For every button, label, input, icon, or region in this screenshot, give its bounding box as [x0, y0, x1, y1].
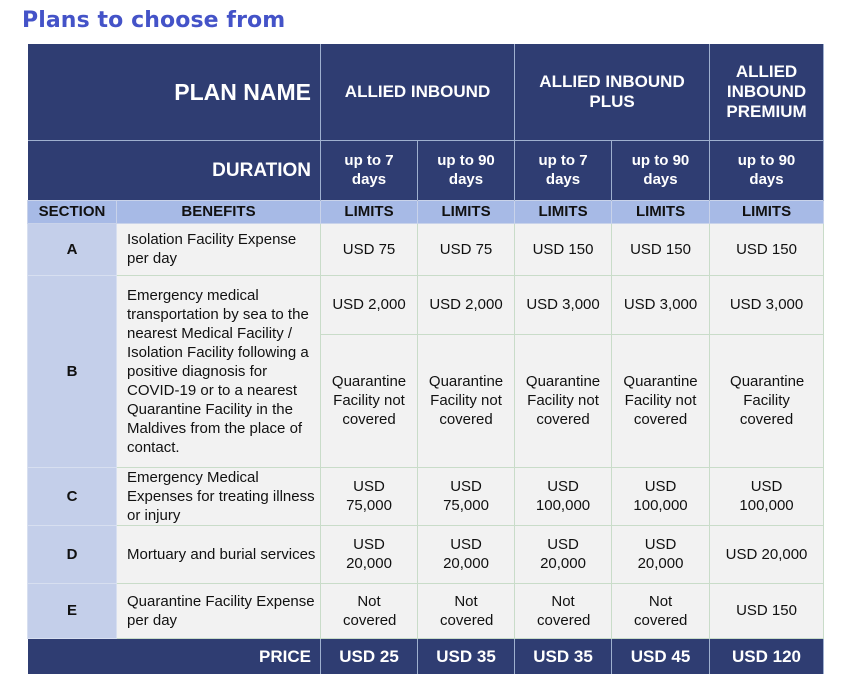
plan-allied-inbound: ALLIED INBOUND: [321, 44, 515, 140]
price-cell: USD 35: [418, 638, 515, 674]
plans-table: [27, 44, 824, 674]
limit-cell: Not covered: [321, 583, 418, 638]
limit-cell: Not covered: [515, 583, 612, 638]
limit-cell: USD 150: [710, 223, 824, 275]
benefit-cell: Quarantine Facility Expense per day: [117, 583, 321, 638]
limit-cell: USD 20,000: [418, 525, 515, 583]
limit-cell: USD 75,000: [418, 467, 515, 525]
limit-cell: Quarantine Facility not covered: [418, 334, 515, 467]
duration-row: [28, 140, 824, 200]
section-cell: B: [28, 275, 117, 467]
limit-cell: USD 150: [710, 583, 824, 638]
section-cell: E: [28, 583, 117, 638]
limits-header: LIMITS: [321, 200, 418, 223]
section-cell: A: [28, 223, 117, 275]
limit-cell: USD 150: [515, 223, 612, 275]
price-row: [28, 638, 824, 674]
table-row: [28, 275, 824, 334]
limit-cell: USD 20,000: [515, 525, 612, 583]
limit-cell: USD 75: [321, 223, 418, 275]
table-row: [28, 525, 824, 583]
duration-label: DURATION: [28, 140, 321, 200]
duration-cell: up to 90 days: [612, 140, 710, 200]
limit-cell: USD 75: [418, 223, 515, 275]
benefit-cell: Mortuary and burial services: [117, 525, 321, 583]
duration-cell: up to 90 days: [418, 140, 515, 200]
price-cell: USD 25: [321, 638, 418, 674]
benefits-header: BENEFITS: [117, 200, 321, 223]
limit-cell: USD 3,000: [710, 275, 824, 334]
plan-allied-inbound-premium: ALLIED INBOUND PREMIUM: [710, 44, 824, 140]
price-label: PRICE: [28, 638, 321, 674]
limit-cell: Quarantine Facility not covered: [515, 334, 612, 467]
section-cell: D: [28, 525, 117, 583]
limits-header: LIMITS: [515, 200, 612, 223]
limit-cell: Quarantine Facility not covered: [321, 334, 418, 467]
table-row: [28, 583, 824, 638]
section-cell: C: [28, 467, 117, 525]
plan-allied-inbound-plus: ALLIED INBOUND PLUS: [515, 44, 710, 140]
limit-cell: Quarantine Facility not covered: [612, 334, 710, 467]
table-row: [28, 467, 824, 525]
plan-name-row: [28, 44, 824, 140]
limits-header: LIMITS: [612, 200, 710, 223]
limit-cell: USD 2,000: [418, 275, 515, 334]
limit-cell: USD 100,000: [612, 467, 710, 525]
duration-cell: up to 90 days: [710, 140, 824, 200]
duration-cell: up to 7 days: [321, 140, 418, 200]
limit-cell: USD 100,000: [710, 467, 824, 525]
duration-cell: up to 7 days: [515, 140, 612, 200]
price-cell: USD 45: [612, 638, 710, 674]
page-title: Plans to choose from: [22, 8, 286, 33]
limit-cell: USD 3,000: [612, 275, 710, 334]
limit-cell: USD 75,000: [321, 467, 418, 525]
limit-cell: USD 2,000: [321, 275, 418, 334]
limit-cell: Not covered: [418, 583, 515, 638]
limit-cell: USD 20,000: [710, 525, 824, 583]
price-cell: USD 35: [515, 638, 612, 674]
limit-cell: Quarantine Facility covered: [710, 334, 824, 467]
limit-cell: Not covered: [612, 583, 710, 638]
benefit-cell: Emergency medical transportation by sea to the nearest Medical Facility / Isolation Facility following a positive diagnosis for COVID-19 or to a nearest Quarantine Facility in the Maldives from the place of contact.: [117, 275, 321, 467]
limit-cell: USD 20,000: [612, 525, 710, 583]
benefit-cell: Isolation Facility Expense per day: [117, 223, 321, 275]
section-header: SECTION: [28, 200, 117, 223]
table-row: [28, 223, 824, 275]
limit-cell: USD 3,000: [515, 275, 612, 334]
limit-cell: USD 100,000: [515, 467, 612, 525]
benefit-cell: Emergency Medical Expenses for treating illness or injury: [117, 467, 321, 525]
limits-header: LIMITS: [418, 200, 515, 223]
limit-cell: USD 150: [612, 223, 710, 275]
column-header-row: [28, 200, 824, 223]
plan-name-label: PLAN NAME: [28, 44, 321, 140]
limit-cell: USD 20,000: [321, 525, 418, 583]
limits-header: LIMITS: [710, 200, 824, 223]
price-cell: USD 120: [710, 638, 824, 674]
